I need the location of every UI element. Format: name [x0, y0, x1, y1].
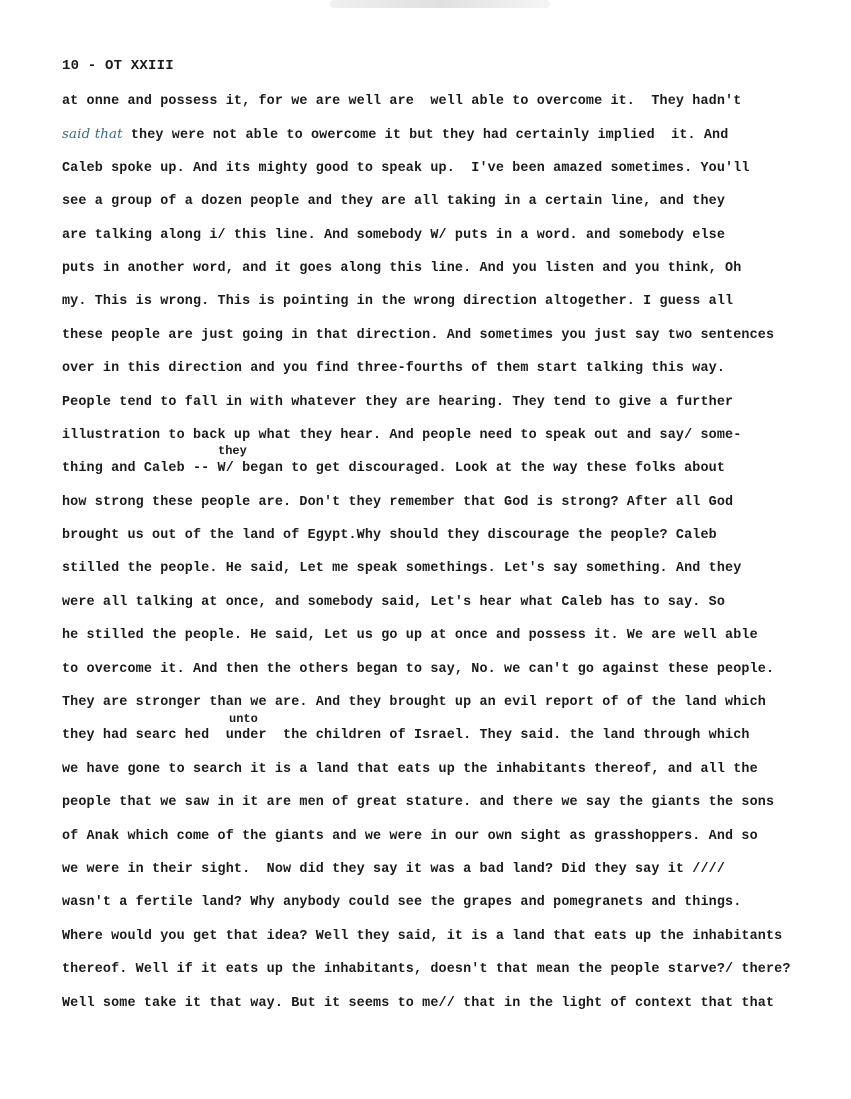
- line-text: he stilled the people. He said, Let us go up at once and possess it. We are well able: [62, 628, 758, 644]
- text-line: [62, 960, 822, 993]
- interlinear-insertion-they: they: [218, 444, 247, 458]
- text-line: [62, 292, 822, 325]
- line-text: Where would you get that idea? Well they said, it is a land that eats up the inhabitants: [62, 928, 783, 944]
- line-text: Well some take it that way. But it seems to me// that in the light of context that that: [62, 995, 775, 1011]
- page-header: 10 - OT XXIII: [62, 58, 174, 74]
- line-text: thing and Caleb -- W/ began to get discouraged. Look at the way these folks about: [62, 461, 726, 477]
- line-text: we have gone to search it is a land that eats up the inhabitants thereof, and all the: [62, 761, 758, 777]
- line-text: brought us out of the land of Egypt.Why should they discourage the people? Caleb: [62, 528, 717, 544]
- text-line: [62, 693, 822, 726]
- text-line: [62, 526, 822, 559]
- line-text: Caleb spoke up. And its mighty good to speak up. I've been amazed sometimes. You'll: [62, 160, 750, 176]
- text-line: [62, 393, 822, 426]
- interlinear-insertion-unto: unto: [229, 712, 258, 726]
- text-line: [62, 426, 822, 459]
- line-text: They are stronger than we are. And they brought up an evil report of of the land which: [62, 695, 766, 711]
- line-text: how strong these people are. Don't they remember that God is strong? After all God: [62, 494, 734, 510]
- line-text: they were not able to owercome it but they had certainly implied it. And: [122, 128, 729, 144]
- text-line: [62, 994, 822, 1027]
- line-text: over in this direction and you find three-fourths of them start talking this way.: [62, 361, 726, 377]
- text-line: [62, 827, 822, 860]
- text-line: [62, 893, 822, 926]
- text-line: [62, 192, 822, 225]
- text-line: [62, 559, 822, 592]
- text-line: [62, 660, 822, 693]
- line-text: puts in another word, and it goes along this line. And you listen and you think, Oh: [62, 260, 742, 276]
- line-text: People tend to fall in with whatever they are hearing. They tend to give a further: [62, 394, 734, 410]
- text-line: [62, 226, 822, 259]
- line-text: are talking along i/ this line. And somebody W/ puts in a word. and somebody else: [62, 227, 726, 243]
- line-text: to overcome it. And then the others began to say, No. we can't go against these people.: [62, 661, 775, 677]
- text-line: [62, 593, 822, 626]
- line-text: were all talking at once, and somebody said, Let's hear what Caleb has to say. So: [62, 594, 726, 610]
- text-line: [62, 793, 822, 826]
- line-text: they had searc hed under the children of Israel. They said. the land through which: [62, 728, 750, 744]
- handwritten-annotation: said that: [62, 127, 123, 143]
- body-text: [62, 92, 822, 1027]
- line-text: thereof. Well if it eats up the inhabitants, doesn't that mean the people starve?/ there?: [62, 962, 791, 978]
- text-line: [62, 359, 822, 392]
- line-text: my. This is wrong. This is pointing in the wrong direction altogether. I guess all: [62, 294, 734, 310]
- paper-smudge: [330, 0, 550, 8]
- text-line: [62, 125, 822, 158]
- line-text: these people are just going in that direction. And sometimes you just say two sentences: [62, 327, 775, 343]
- text-line: [62, 259, 822, 292]
- text-line: [62, 459, 822, 492]
- text-line: [62, 626, 822, 659]
- text-line: [62, 927, 822, 960]
- text-line: [62, 326, 822, 359]
- text-line: [62, 92, 822, 125]
- text-line: [62, 726, 822, 759]
- line-text: stilled the people. He said, Let me speak somethings. Let's say something. And they: [62, 561, 742, 577]
- line-text: we were in their sight. Now did they say it was a bad land? Did they say it ////: [62, 861, 726, 877]
- text-line: [62, 159, 822, 192]
- text-line: [62, 760, 822, 793]
- text-line: [62, 493, 822, 526]
- line-text: at onne and possess it, for we are well are well able to overcome it. They hadn't: [62, 94, 742, 109]
- line-text: see a group of a dozen people and they are all taking in a certain line, and they: [62, 194, 726, 210]
- line-text: of Anak which come of the giants and we were in our own sight as grasshoppers. And so: [62, 828, 758, 844]
- text-line: [62, 860, 822, 893]
- line-text: wasn't a fertile land? Why anybody could see the grapes and pomegranets and things.: [62, 895, 742, 911]
- line-text: illustration to back up what they hear. And people need to speak out and say/ some-: [62, 427, 742, 443]
- line-text: people that we saw in it are men of great stature. and there we say the giants the sons: [62, 795, 775, 811]
